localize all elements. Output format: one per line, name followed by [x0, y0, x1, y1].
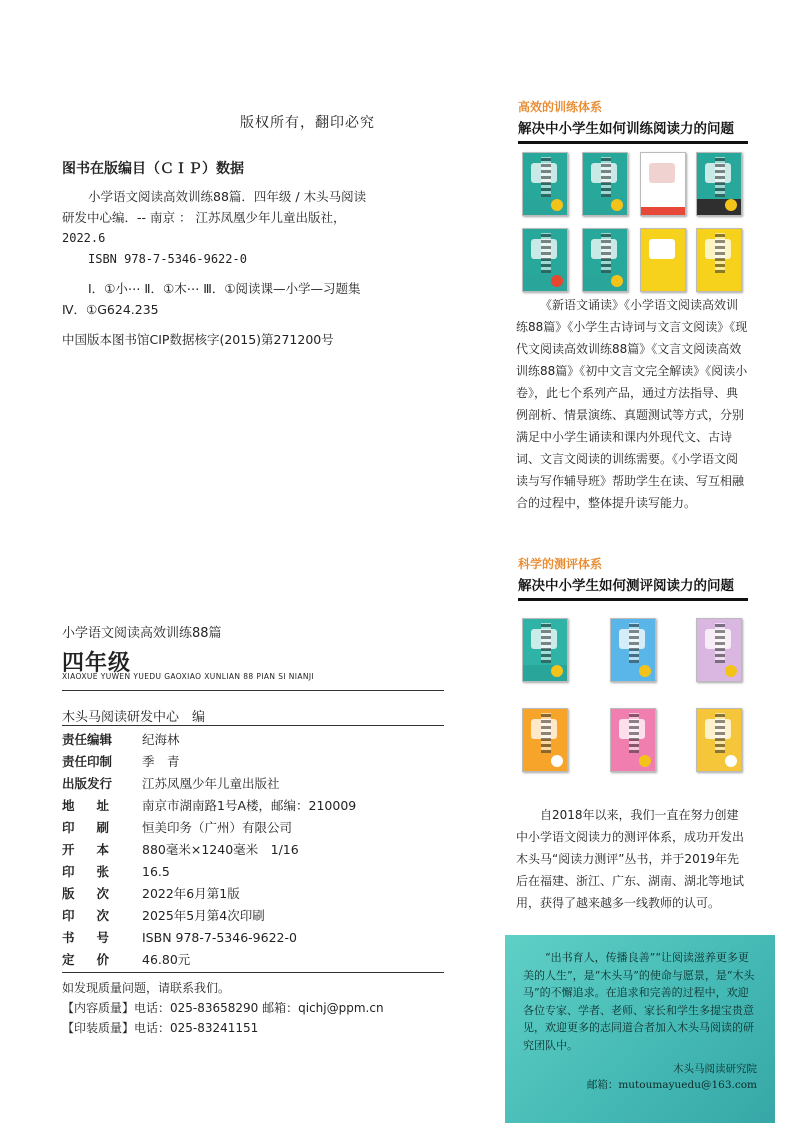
cip-line: 小学语文阅读高效训练88篇．四年级 / 木头马阅读	[88, 189, 367, 204]
imprint-value: 16.5	[142, 863, 170, 879]
series1-book	[696, 152, 742, 216]
series1-description: 《新语文诵读》《小学语文阅读高效训练88篇》《小学生古诗词与文言文阅读》《现代文阅读高效训练88篇》《文言文阅读高效训练88篇》《初中文言文完全解读》《阅读小卷》，此七个系列产品，通过方法指导、典例剖析、情景演练、真题测试等方式，分别满足中小学生诵读和课内外现代文、古诗词、文言文阅读的训练需要。《小学语文阅读与写作辅导班》帮助学生在读、写互相融合的过程中，整体提升读写能力。	[516, 298, 748, 510]
mission-signature	[587, 1061, 757, 1093]
imprint-label: 开本	[62, 842, 132, 857]
series1-title: 解决中小学生如何训练阅读力的问题	[518, 121, 734, 137]
series2-subtitle: 科学的测评体系	[518, 557, 603, 571]
divider	[62, 690, 444, 691]
imprint-row	[62, 816, 462, 838]
series2-book	[522, 618, 568, 682]
cip-line: 2022.6	[62, 231, 106, 245]
imprint-label: 印张	[62, 864, 132, 879]
imprint-label: 印刷	[62, 820, 132, 835]
notice-line: 【印装质量】电话：025-83241151	[62, 1021, 259, 1035]
series1-book	[582, 152, 628, 216]
imprint-label: 书号	[62, 930, 132, 945]
series1-book	[640, 152, 686, 216]
series2-title: 解决中小学生如何测评阅读力的问题	[518, 578, 734, 594]
book-title: 小学语文阅读高效训练88篇	[62, 626, 222, 641]
imprint-value: 纪海林	[142, 732, 180, 747]
cip-classification: Ⅳ．①G624.235	[62, 302, 159, 317]
imprint-table	[62, 728, 462, 970]
imprint-label: 定价	[62, 952, 132, 967]
imprint-row	[62, 926, 462, 948]
cip-number: 中国版本图书馆CIP数据核字(2015)第271200号	[62, 332, 334, 347]
series2-book	[610, 708, 656, 772]
imprint-value: 季 青	[142, 754, 180, 769]
editor-credit: 木头马阅读研发中心 编	[62, 710, 206, 725]
imprint-row	[62, 860, 462, 882]
notice-line: 【内容质量】电话：025-83658290 邮箱：qichj@ppm.cn	[62, 1001, 384, 1015]
cip-isbn: ISBN 978-7-5346-9622-0	[88, 252, 247, 266]
series1-book	[522, 152, 568, 216]
series1-heading	[518, 98, 748, 144]
imprint-row	[62, 838, 462, 860]
pinyin-title: XIAOXUE YUWEN YUEDU GAOXIAO XUNLIAN 88 PIAN SI NIANJI	[62, 672, 315, 681]
mission-email: 邮箱：mutoumayuedu@163.com	[586, 1079, 757, 1091]
imprint-row	[62, 794, 462, 816]
cip-classification: Ⅰ．①小⋯ Ⅱ．①木⋯ Ⅲ．①阅读课—小学—习题集	[88, 281, 361, 296]
series1-book	[696, 228, 742, 292]
divider	[62, 725, 444, 726]
notice-line: 如发现质量问题，请联系我们。	[62, 981, 231, 995]
imprint-value: 46.80元	[142, 952, 191, 967]
series2-book	[610, 618, 656, 682]
imprint-value: 2025年5月第4次印刷	[142, 908, 265, 923]
imprint-label: 版次	[62, 886, 132, 901]
series2-book	[696, 708, 742, 772]
imprint-value: ISBN 978-7-5346-9622-0	[142, 929, 297, 945]
series2-book	[696, 618, 742, 682]
imprint-value: 江苏凤凰少年儿童出版社	[142, 776, 280, 791]
series1-book	[582, 228, 628, 292]
quality-notice	[62, 978, 384, 1038]
mission-box	[505, 935, 775, 1123]
imprint-label: 印次	[62, 908, 132, 923]
imprint-value: 南京市湖南路1号A楼，邮编：210009	[142, 798, 357, 813]
mission-text: “出书育人，传播良善”“让阅读滋养更多更美的人生”，是“木头马”的使命与愿景，是“木头马”的不懈追求。在追求和完善的过程中，欢迎各位专家、学者、老师、家长和学生多提宝贵意见，欢迎更多的志同道合者加入木头马阅读的研究团队中。	[523, 951, 755, 1052]
series1-book	[522, 228, 568, 292]
series2-heading	[518, 555, 748, 601]
imprint-row	[62, 728, 462, 750]
imprint-row	[62, 948, 462, 970]
imprint-row	[62, 750, 462, 772]
cip-line: 研发中心编．-- 南京 ： 江苏凤凰少年儿童出版社，	[62, 210, 346, 225]
heading-bar	[518, 141, 748, 144]
imprint-row	[62, 882, 462, 904]
imprint-value: 恒美印务（广州）有限公司	[142, 820, 293, 835]
series2-description: 自2018年以来，我们一直在努力创建中小学语文阅读力的测评体系，成功开发出木头马“阅读力测评”丛书，并于2019年先后在福建、浙江、广东、湖南、湖北等地试用，获得了越来越多一线教师的认可。	[516, 808, 745, 910]
grade-title: 四年级	[62, 651, 132, 676]
imprint-label: 责任印制	[62, 754, 113, 769]
heading-bar	[518, 598, 748, 601]
divider	[62, 972, 444, 973]
imprint-value: 880毫米×1240毫米 1/16	[142, 842, 299, 857]
series1-subtitle: 高效的训练体系	[518, 100, 603, 114]
series2-book	[522, 708, 568, 772]
imprint-label: 地址	[62, 798, 132, 813]
mission-org: 木头马阅读研究院	[673, 1063, 757, 1075]
imprint-row	[62, 772, 462, 794]
imprint-value: 2022年6月第1版	[142, 886, 240, 901]
cip-record	[62, 186, 442, 320]
cip-title: 图书在版编目（ＣＩＰ）数据	[62, 161, 244, 177]
copyright-notice: 版权所有，翻印必究	[240, 115, 375, 131]
imprint-label: 责任编辑	[62, 732, 113, 747]
imprint-row	[62, 904, 462, 926]
series1-book	[640, 228, 686, 292]
imprint-label: 出版发行	[62, 776, 113, 791]
